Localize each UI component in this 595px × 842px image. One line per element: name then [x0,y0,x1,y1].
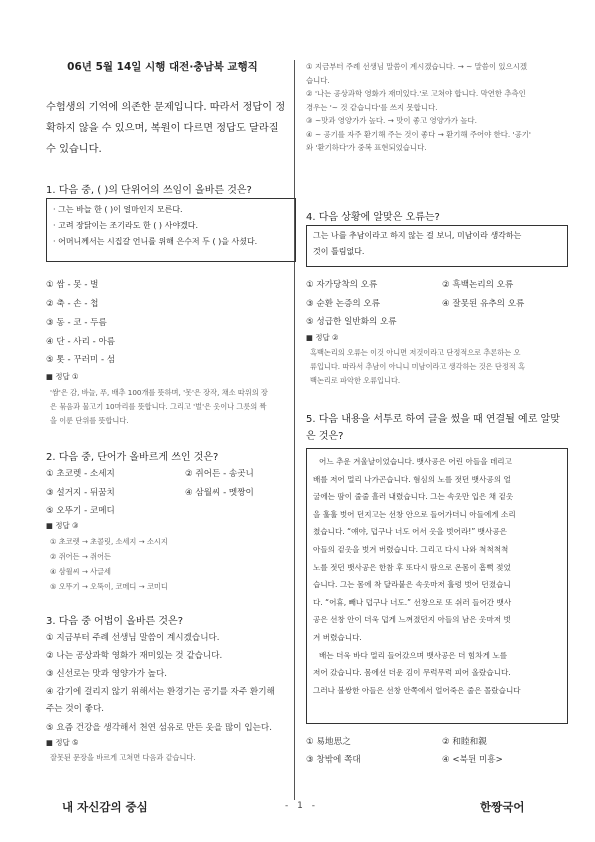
q5-passage-line: 쳤습니다. “얘야, 덥구나 너도 어서 옷을 벗어라!” 뱃사공은 [313,527,508,537]
q5-passage-box [306,448,568,724]
q2-option: ① 초코렛 - 소세지 [46,469,115,479]
q5-passage-line: 굴에는 땀이 줄줄 흘러 내렸습니다. 그는 속옷만 입은 채 겉옷 [313,492,514,502]
q1-option: ③ 동 - 코 - 두름 [46,318,107,328]
q2-option: ③ 설거지 - 뒤꿈치 [46,488,115,498]
q2-option: ⑤ 오뚜기 - 코메디 [46,506,115,516]
page-number: - 1 - [285,801,318,811]
q5-stem-line: 5. 다음 내용을 서투로 하여 글을 썼을 때 연결될 예로 알맞 [306,414,560,425]
q3-option: ⑤ 요즘 건강을 생각해서 천연 섬유로 만든 옷을 많이 입는다. [46,723,272,733]
q4-option: ③ 순환 논증의 오류 [306,299,381,309]
q4-box [306,225,568,267]
q3-explain-line: 습니다. [306,75,330,85]
page-title: 06년 5월 14일 시행 대전·충남북 교행직 [67,61,258,73]
q1-option: ⑤ 톳 - 꾸러미 - 섬 [46,355,116,365]
q1-explain [50,386,285,428]
column-divider [294,60,295,800]
q1-box-line: · 고려 장닭이는 조기라도 한 ( ) 사야겠다. [53,221,199,230]
q5-passage-line: 아들의 겉옷을 벗겨 버렸습니다. 그리고 다시 나와 척척척척 [313,544,509,554]
q3-explain: 잘못된 문장을 바르게 고쳐면 다음과 같습니다. [50,753,196,762]
q4-explain [310,346,568,388]
q3-option: ④ 감기에 걸리지 않기 위해서는 환경기는 공기를 자주 환기해 [46,687,275,697]
q2-explain-line: ⑤ 오뚜기 → 오뚝이, 코메디 → 코미디 [50,582,168,591]
intro-text: 수험생의 기억에 의존한 문제입니다. 따라서 정답이 정확하지 않을 수 있으며, 복원이 다르면 정답도 달라질 수 있습니다. [46,102,286,155]
q3-option: ③ 신선로는 맛과 영양가가 높다. [46,669,167,679]
q3-stem: 3. 다음 중 어법이 올바른 것은? [46,616,184,627]
q3-option: 주는 것이 좋다. [46,704,105,714]
q5-passage-line: 어느 추운 겨울날이었습니다. 뱃사공은 어린 아들을 데리고 [319,457,512,466]
q2-explain [50,534,168,594]
q5-passage-line: 공은 선창 안이 더욱 덥게 느껴졌던지 아들의 남은 옷마저 벗 [313,615,511,625]
q1-stem: 1. 다음 중, ( )의 단위어의 쓰임이 올바른 것은? [46,185,252,196]
q2-stem: 2. 다음 중, 단어가 올바르게 쓰인 것은? [46,452,219,463]
q4-explain-line: 흑백논리의 오류는 이것 아니면 저것이라고 단정적으로 추론하는 오 [310,348,521,357]
q2-answer: ■ 정답 ③ [46,521,79,530]
q5-stem-line: 은 것은? [306,431,344,442]
q4-option: ⑤ 성급한 일반화의 오류 [306,317,397,327]
q3-explain-line: 와 '환기하다'가 중복 표현되었습니다. [306,143,427,152]
q4-box-line: 그는 나를 추남이라고 하지 않는 걸 보니, 미남이라 생각하는 [313,231,522,240]
q4-explain-line: 백논리로 파악한 오류입니다. [310,376,401,385]
q2-explain-line: ① 초코렛 → 초콜릿, 소세지 → 소시지 [50,537,168,546]
q5-passage-line: 그러나 불쌍한 아들은 선창 안쪽에서 얼어죽은 줄은 몰랐습니다 [313,685,521,695]
q5-option: ③ 창밖에 쪽대 [306,755,361,765]
q5-option: ② 和睦和親 [442,737,487,747]
q1-box [46,198,296,262]
q3-explain-continued [306,60,568,155]
footer-left-text: 내 자신감의 중심 [62,800,148,814]
q3-option: ② 나는 공상과학 영화가 재미있는 것 같습니다. [46,651,223,661]
q1-option: ② 축 - 손 - 첩 [46,299,99,309]
q1-box-line: · 어머니께서는 시집갈 언니를 위해 은수저 두 ( )을 사셨다. [53,237,258,246]
q2-option: ② 쥐어든 - 송곳니 [185,469,254,479]
q3-explain-line: 경우는 '~ 것 같습니다'를 쓰지 못합니다. [306,102,438,112]
q1-answer: ■ 정답 ① [46,372,79,381]
q4-answer: ■ 정답 ② [306,333,339,342]
q1-option: ① 쌈 - 못 - 벌 [46,280,99,290]
q5-passage-line: 배는 더욱 바다 멀리 들어갔으며 뱃사공은 더 힘차게 노를 [319,650,508,660]
q2-explain-line: ④ 삼월씨 → 사글세 [50,567,111,576]
q3-explain-line: ③ ~맛과 영양가가 높다. → 맛이 좋고 영양가가 높다. [306,116,478,125]
q4-box-line: 것이 틀림없다. [313,247,365,256]
footer-brand: 한짱국어 [480,800,525,814]
q5-passage-line: 겨 버렸습니다. [313,632,362,642]
q4-option: ① 자가당착의 오류 [306,280,378,290]
q3-explain-line: ① 지금부터 주례 선생님 말씀이 계시겠습니다. → ~ 말씀이 있으시겠 [306,62,527,71]
q5-option: ① 易地思之 [306,737,351,747]
q5-passage-line: 배를 저어 멀리 나가곤습니다. 혐심의 노를 젓던 뱃사공의 얼 [313,474,511,484]
q1-explain-line: '쌈'은 감, 바늘, 푸, 배추 100개를 뜻하며, '못'은 장작, 채소 따위의 장 [50,388,268,397]
q5-passage-line: 습니다. 그는 몸에 착 달라붙은 속옷마저 훌렁 벗어 던졌습니 [313,580,511,590]
q5-passage-line: 을 훌훌 벗어 던지고는 선창 안으로 들어가더니 아들에게 소리 [313,509,516,519]
q2-option: ④ 삼월씨 - 멧짱이 [185,488,254,498]
q5-passage-line: 저어 갔습니다. 몸에선 더운 김이 무럭무럭 피어 올랐습니다. [313,668,511,678]
q5-option: ④ <북뒨 미흥> [442,755,503,765]
q4-option: ④ 잘못된 유추의 오류 [442,299,525,309]
q3-explain-line: ② '나는 공상과학 영화가 재미있다.'로 고쳐야 합니다. 막연한 추측인 [306,89,526,98]
q5-passage-line: 다. “어휴, 빼나 덥구나 너도.” 선창으로 또 쉬러 들어간 뱃사 [313,597,512,607]
q1-option: ④ 단 - 사리 - 아름 [46,337,116,347]
q3-answer: ■ 정답 ⑤ [46,738,79,747]
q1-explain-line: 을 이룬 단위를 뜻합니다. [50,416,129,425]
q1-explain-line: 은 묶음과 물고기 10마리를 뜻합니다. 그리고 '벌'은 옷이나 그릇의 짝 [50,402,267,411]
q1-box-line: · 그는 바늘 한 ( )이 얼마인지 모른다. [53,205,183,214]
q3-option: ① 지금부터 주례 선생님 말씀이 계시겠습니다. [46,633,220,643]
q4-stem: 4. 다음 상황에 알맞은 오류는? [306,212,440,223]
q5-stem [306,411,568,445]
q4-option: ② 흑백논리의 오류 [442,280,514,290]
q4-explain-line: 류입니다. 따라서 추남이 아니니 미남이라고 생각하는 것은 단정적 흑 [310,362,525,371]
q5-passage-line: 노를 젓던 뱃사공은 한참 후 또다시 땀으로 온몸이 흠뻑 젖었 [313,562,511,572]
q2-explain-line: ② 쥐어든 → 쥐어든 [50,552,111,561]
q3-explain-line: ④ ~ 공기를 자주 환기해 주는 것이 좋다 → 환기해 주어야 한다. '공기' [306,129,531,139]
